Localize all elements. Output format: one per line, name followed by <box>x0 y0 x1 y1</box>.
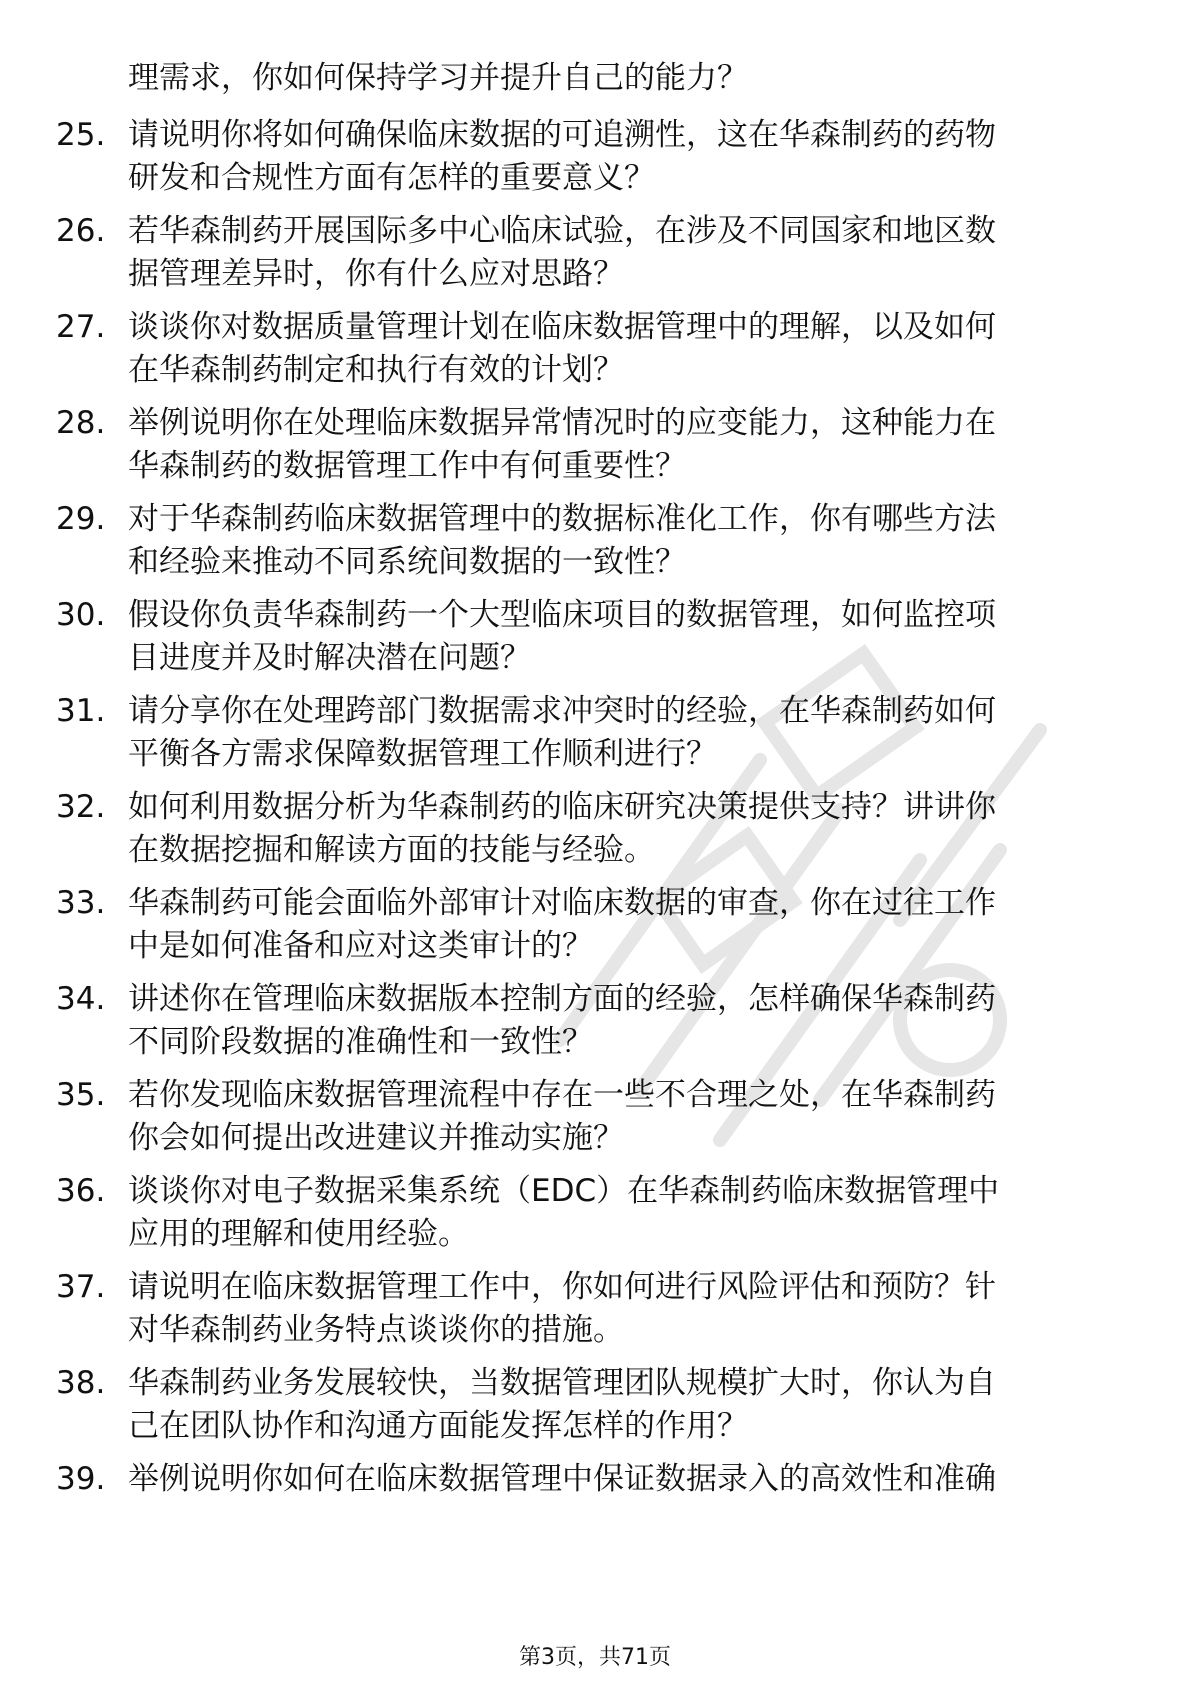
question-text-line2: 在华森制药制定和执行有效的计划？ <box>128 352 624 388</box>
question-text-line1: 请说明你将如何确保临床数据的可追溯性，这在华森制药的药物 <box>128 117 996 153</box>
continuation-text: 理需求，你如何保持学习并提升自己的能力？ <box>128 60 748 96</box>
question-text-line1: 请说明在临床数据管理工作中，你如何进行风险评估和预防？针 <box>128 1269 996 1305</box>
question-item <box>0 1457 1190 1557</box>
question-item <box>0 209 1190 309</box>
question-text-line1: 若你发现临床数据管理流程中存在一些不合理之处，在华森制药 <box>128 1077 996 1113</box>
question-text-line2: 你会如何提出改进建议并推动实施？ <box>128 1120 624 1156</box>
page-footer: 第3页，共71页 <box>519 1645 671 1670</box>
question-number: 39. <box>56 1461 106 1497</box>
question-text-line2: 研发和合规性方面有怎样的重要意义？ <box>128 160 655 196</box>
question-item <box>0 497 1190 597</box>
question-text-line1: 举例说明你如何在临床数据管理中保证数据录入的高效性和准确 <box>128 1461 996 1497</box>
question-text-line1: 举例说明你在处理临床数据异常情况时的应变能力，这种能力在 <box>128 405 996 441</box>
question-item <box>0 1073 1190 1173</box>
question-number: 37. <box>56 1269 106 1305</box>
question-text-line1: 讲述你在管理临床数据版本控制方面的经验，怎样确保华森制药 <box>128 981 996 1017</box>
question-number: 25. <box>56 117 106 153</box>
question-text-line2: 华森制药的数据管理工作中有何重要性？ <box>128 448 686 484</box>
question-text-line2: 不同阶段数据的准确性和一致性？ <box>128 1024 593 1060</box>
question-text-line1: 谈谈你对电子数据采集系统（EDC）在华森制药临床数据管理中 <box>128 1173 1000 1209</box>
question-item <box>0 1265 1190 1365</box>
question-text-line1: 如何利用数据分析为华森制药的临床研究决策提供支持？讲讲你 <box>128 789 996 825</box>
question-text-line2: 中是如何准备和应对这类审计的？ <box>128 928 593 964</box>
question-item <box>0 881 1190 981</box>
question-text-line2: 己在团队协作和沟通方面能发挥怎样的作用？ <box>128 1408 748 1444</box>
question-item <box>0 305 1190 405</box>
question-item <box>0 977 1190 1077</box>
question-number: 32. <box>56 789 106 825</box>
question-number: 38. <box>56 1365 106 1401</box>
question-text-line2: 对华森制药业务特点谈谈你的措施。 <box>128 1312 624 1348</box>
question-number: 35. <box>56 1077 106 1113</box>
question-text-line1: 假设你负责华森制药一个大型临床项目的数据管理，如何监控项 <box>128 597 996 633</box>
question-number: 29. <box>56 501 106 537</box>
question-text-line2: 据管理差异时，你有什么应对思路？ <box>128 256 624 292</box>
question-number: 33. <box>56 885 106 921</box>
question-text-line1: 若华森制药开展国际多中心临床试验，在涉及不同国家和地区数 <box>128 213 996 249</box>
question-text-line1: 华森制药业务发展较快，当数据管理团队规模扩大时，你认为自 <box>128 1365 996 1401</box>
question-item <box>0 1361 1190 1461</box>
question-item <box>0 593 1190 693</box>
question-number: 26. <box>56 213 106 249</box>
question-number: 31. <box>56 693 106 729</box>
question-text-line1: 谈谈你对数据质量管理计划在临床数据管理中的理解，以及如何 <box>128 309 996 345</box>
question-text-line1: 华森制药可能会面临外部审计对临床数据的审查，你在过往工作 <box>128 885 996 921</box>
question-text-line2: 平衡各方需求保障数据管理工作顺利进行？ <box>128 736 717 772</box>
question-item <box>0 785 1190 885</box>
question-text-line2: 在数据挖掘和解读方面的技能与经验。 <box>128 832 655 868</box>
question-text-line1: 对于华森制药临床数据管理中的数据标准化工作，你有哪些方法 <box>128 501 996 537</box>
question-item <box>0 401 1190 501</box>
question-text-line2: 应用的理解和使用经验。 <box>128 1216 469 1252</box>
question-text-line2: 和经验来推动不同系统间数据的一致性？ <box>128 544 686 580</box>
question-number: 28. <box>56 405 106 441</box>
question-item <box>0 113 1190 213</box>
question-number: 34. <box>56 981 106 1017</box>
question-text-line1: 请分享你在处理跨部门数据需求冲突时的经验，在华森制药如何 <box>128 693 996 729</box>
question-number: 30. <box>56 597 106 633</box>
question-text-line2: 目进度并及时解决潜在问题？ <box>128 640 531 676</box>
question-number: 27. <box>56 309 106 345</box>
question-item <box>0 1169 1190 1269</box>
question-item <box>0 689 1190 789</box>
question-number: 36. <box>56 1173 106 1209</box>
